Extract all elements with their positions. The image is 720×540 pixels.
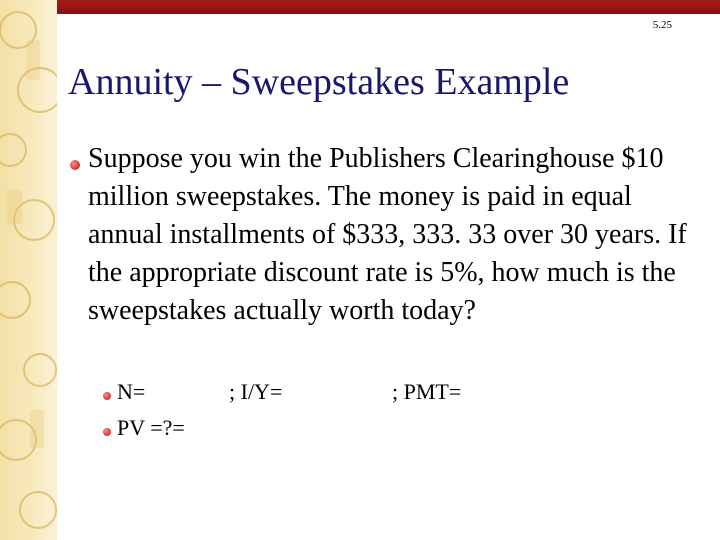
iy-label: ; I/Y=: [229, 379, 283, 404]
problem-statement: Suppose you win the Publishers Clearinghouse $10 million sweepstakes. The money is paid in equal annual installments of $333, 333. 33 over 30 years. If the appropriate discount rate is 5%, how much is the sweepstakes actually worth today?: [88, 143, 687, 326]
slide-number: 5.25: [652, 19, 672, 31]
bullet-icon: [103, 428, 111, 436]
decorative-sidebar: [0, 0, 57, 540]
pv-label: PV =?=: [117, 415, 185, 440]
slide-title: Annuity – Sweepstakes Example: [68, 61, 570, 103]
bullet-icon: [70, 160, 80, 170]
pmt-label: ; PMT=: [392, 379, 462, 404]
bullet-icon: [103, 392, 111, 400]
gold-coin-pattern: [0, 0, 57, 540]
n-label: N=: [117, 379, 146, 404]
top-bar: [0, 0, 720, 14]
